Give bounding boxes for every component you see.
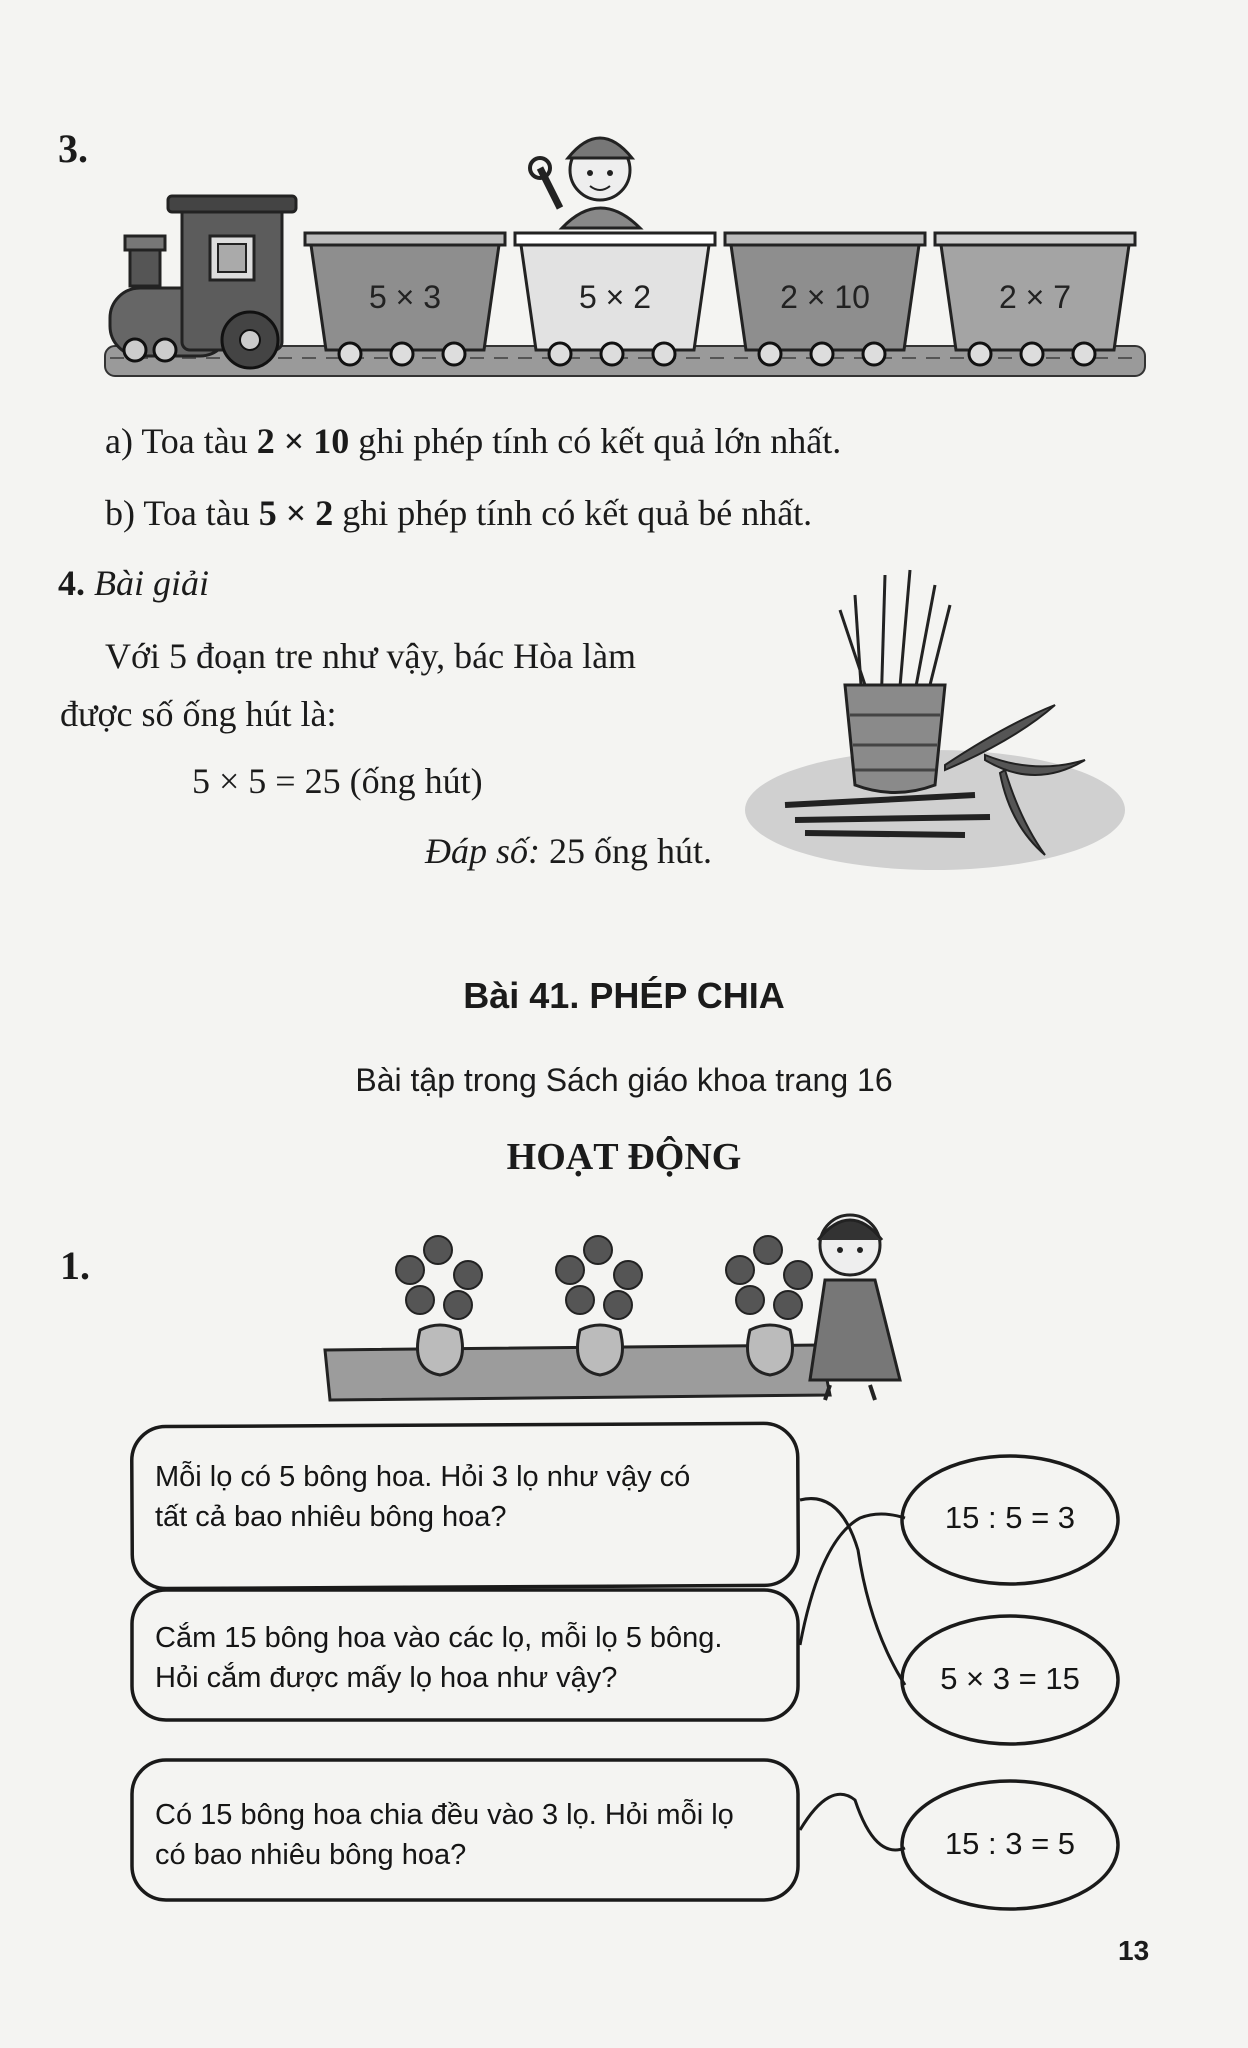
problem-1-line-1: Mỗi lọ có 5 bông hoa. Hỏi 3 lọ như vậy có [155, 1461, 691, 1493]
exercise-3b-answer: 5 × 2 [258, 493, 334, 533]
lesson-title: Bài 41. PHÉP CHIA [463, 975, 785, 1016]
exercise-4-equation: 5 × 5 = 25 (ống hút) [192, 761, 483, 801]
lesson-subtitle: Bài tập trong Sách giáo khoa trang 16 [355, 1062, 893, 1098]
problem-2-line-2: Hỏi cắm được mấy lọ hoa như vậy? [155, 1662, 618, 1694]
girl-icon [810, 1215, 900, 1400]
exercise-4-answer [425, 830, 712, 872]
problem-bubble-1 [155, 1457, 775, 1537]
exercise-3a-suffix: ghi phép tính có kết quả lớn nhất. [349, 421, 842, 461]
worker-icon [530, 138, 640, 228]
exercise-4-text-line-2: được số ống hút là: [60, 694, 337, 734]
exercise-3a-answer: 2 × 10 [256, 421, 350, 461]
page-number: 13 [1118, 1935, 1150, 1966]
answer-value: 25 ống hút. [540, 831, 713, 871]
problem-1-line-2: tất cả bao nhiêu bông hoa? [155, 1501, 507, 1533]
problem-3-line-2: có bao nhiêu bông hoa? [155, 1839, 467, 1871]
activity-1-number: 1. [60, 1243, 90, 1288]
flower-vases-illustration [320, 1195, 920, 1405]
exercise-4-heading: Bài giải [94, 563, 209, 603]
bamboo-straws-illustration [745, 555, 1145, 875]
problem-bubble-2 [155, 1618, 775, 1698]
exercise-4-heading-line [58, 562, 209, 604]
exercise-3-number: 3. [58, 126, 88, 171]
answer-label: Đáp số: [425, 831, 540, 871]
problem-bubble-3 [155, 1795, 775, 1875]
wagon-3 [725, 233, 925, 365]
problem-2-line-1: Cắm 15 bông hoa vào các lọ, mỗi lọ 5 bông. [155, 1622, 723, 1654]
problem-3-line-1: Có 15 bông hoa chia đều vào 3 lọ. Hỏi mỗi lọ [155, 1799, 734, 1831]
train-car-3-label: 2 × 10 [780, 279, 870, 315]
exercise-3b-line [105, 492, 812, 534]
answer-oval-1: 15 : 5 = 3 [944, 1500, 1076, 1535]
exercise-4-text-line-1: Với 5 đoạn tre như vậy, bác Hòa làm [105, 636, 637, 676]
wagon-4 [935, 233, 1135, 365]
train-car-1-label: 5 × 3 [368, 279, 442, 315]
answer-oval-2: 5 × 3 = 15 [940, 1661, 1080, 1696]
train-illustration [100, 118, 1150, 398]
wagon-2 [515, 233, 715, 365]
answer-oval-3: 15 : 3 = 5 [944, 1826, 1076, 1861]
exercise-3a-prefix: a) Toa tàu [105, 421, 257, 461]
wagon-1 [305, 233, 505, 365]
exercise-3b-suffix: ghi phép tính có kết quả bé nhất. [333, 493, 813, 533]
exercise-3a-line [105, 420, 841, 462]
exercise-4-number: 4. [58, 563, 85, 603]
exercise-3b-prefix: b) Toa tàu [105, 493, 259, 533]
train-car-4-label: 2 × 7 [998, 279, 1072, 315]
locomotive-icon [110, 196, 296, 368]
section-heading: HOẠT ĐỘNG [506, 1136, 742, 1178]
train-car-2-label: 5 × 2 [578, 279, 652, 315]
